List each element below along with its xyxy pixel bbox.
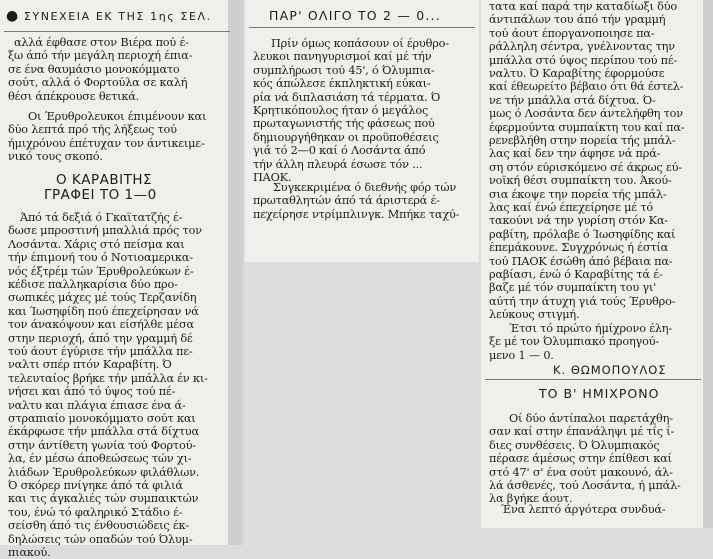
text-line: Κρητικόπουλος ήταν ό μεγάλος bbox=[253, 104, 429, 117]
text-line: τον άνακόψουν και είσήλθε μέσα bbox=[8, 318, 194, 332]
scan-shadow bbox=[703, 0, 713, 528]
text-line: λα βγήκε άουτ. bbox=[489, 492, 573, 506]
text-line: τατα καί παρά την καταδίωξι δύο bbox=[489, 0, 677, 13]
text-line: καί έθεωρείτο βέβαιο ότι θά έστελ- bbox=[489, 80, 684, 94]
text-line: διες συνθέσεις. Ό Όλυμπιακός bbox=[489, 438, 660, 452]
subheading-line-2: ΓΡΑΦΕΙ ΤΟ 1—0 bbox=[44, 187, 157, 203]
text-line: πιακού. bbox=[8, 546, 51, 559]
text-line: στραπιαίο μονοκόμματο σούτ και bbox=[8, 412, 196, 425]
text-line: λας καί δεν την άφησε νά πρά- bbox=[489, 147, 661, 161]
text-line: στην περιοχή, άπό την γραμμή δέ bbox=[8, 331, 193, 345]
text-line: τού άουτ έποργανοποιησε πα- bbox=[489, 26, 655, 40]
text-line: λεύκους στιγμή. bbox=[489, 308, 580, 322]
text-line: ναλτυ και πλάγια έπιασε ένα ά- bbox=[8, 398, 186, 412]
text-line: πέρασε άμέσως στην έπίθεσι καί bbox=[489, 452, 672, 466]
section-heading: ΤΟ Β' ΗΜΙΧΡΟΝΟ bbox=[539, 386, 660, 401]
byline-rule bbox=[485, 379, 701, 380]
text-line: Πρίν όμως κοπάσουν οί έρυθρο- bbox=[271, 37, 449, 50]
text-line: σούτ, αλλά ό Φορτούλα σε καλή bbox=[8, 76, 188, 90]
text-line: τακούνι νά την γυρίση στόν Κα- bbox=[489, 214, 668, 228]
text-line: του, ένώ τό φαληρικό Στάδιο έ- bbox=[8, 505, 183, 519]
text-line: πρωταθλητών άπό τά άριστερά έ- bbox=[253, 194, 440, 208]
subheading-line-1: Ο ΚΑΡΑΒΙΤΗΣ bbox=[56, 172, 153, 188]
text-line: ραβίτη, πρόλαβε ό Ίωσηφίδης καί bbox=[489, 227, 676, 241]
text-line: σωπικές μάχες μέ τούς Τερζανίδη bbox=[8, 291, 197, 305]
text-line: δημιουργήθηκαν οι προϋποθέσεις bbox=[253, 130, 439, 144]
text-line: μως ό Λοσάντα δεν άντελήφθη τον bbox=[489, 107, 683, 121]
continuation-header-text: ΣΥΝΕΧΕΙΑ ΕΚ ΤΗΣ 1ης ΣΕΛ. bbox=[23, 10, 212, 23]
text-line: ΠΑΟΚ. bbox=[253, 171, 292, 184]
section-header: ΠΑΡ' ΟΛΙΓΟ ΤΟ 2 — 0... bbox=[269, 8, 441, 23]
article-column-3 bbox=[481, 0, 713, 528]
text-line: Οί δύο άντίπαλοι παρετάχθη- bbox=[509, 412, 673, 425]
text-line: στό 47' σ' ένα σούτ μακουνό, άλ- bbox=[489, 465, 673, 479]
text-line: έπεμάκουνε. Συγχρόνως ή έστία bbox=[489, 241, 669, 255]
article-column-1 bbox=[0, 0, 243, 559]
text-line: ρενεβλήθη στην πορεία τής μπάλ- bbox=[489, 134, 676, 147]
text-line: σαν καί στην έπανάληψι μέ τίς ί- bbox=[489, 425, 675, 439]
text-line: ράλληλη σέντρα, γνέλνοντας την bbox=[489, 40, 675, 54]
text-line: αύτή την άτυχη γιά τούς Έρυθρο- bbox=[489, 294, 676, 308]
text-line: βαζε μέ τόν συμπαίκτη του γι' bbox=[489, 281, 657, 295]
text-line: μπάλλα στό ύψος περίπου τού πέ- bbox=[489, 53, 678, 67]
text-line: Οι Έρυθρολευκοι έπιμένουν και bbox=[28, 110, 207, 123]
text-line: λά άσθενές, τού Λοσάντα, ή μπάλ- bbox=[489, 479, 681, 492]
text-line: ξω άπό τήν μεγάλη περιοχή έπια- bbox=[8, 49, 193, 63]
text-line: ναλτι σπέρ πτόν Καραβίτη. Ό bbox=[8, 358, 172, 372]
text-line: κέδισε παλληκαρίσια δύο προ- bbox=[8, 278, 178, 291]
text-line: έφερμούντα συμπαίκτη του καί πα- bbox=[489, 120, 685, 134]
text-line: μενο 1 — 0. bbox=[489, 348, 554, 362]
bullet-icon: ● bbox=[6, 8, 20, 24]
text-line: Ένα λεπτό άργότερα συνδυά- bbox=[501, 503, 666, 516]
text-line: συμπλήρωσι τού 45', ό Όλυμπια- bbox=[253, 63, 435, 77]
text-line: Λοσάντα. Χάρις στό πείσμα και bbox=[8, 237, 185, 251]
text-line: Συγκεκριμένα ό διεθνής φόρ τών bbox=[273, 181, 457, 194]
text-line: νήσει και άπό τό ύψος τού πέ- bbox=[8, 385, 176, 399]
text-line: έκάρφωσε τήν μπάλλα στά δίχτυα bbox=[8, 425, 199, 439]
text-line: τού άουτ έγύρισε τήν μπάλλα πε- bbox=[8, 345, 193, 358]
text-line: λα, έν μέσω άποθεώσεως τών χι- bbox=[8, 452, 192, 466]
continuation-header bbox=[6, 8, 212, 24]
text-line: σείσθη άπό τις ένθουσιώδεις έκ- bbox=[8, 519, 189, 533]
text-line: λιάδων Έρυθρολεύκων φιλάθλων. bbox=[8, 465, 200, 479]
header-rule bbox=[249, 27, 475, 28]
text-line: ξε μέ τον Όλυμπιακό προηγού- bbox=[489, 335, 659, 349]
text-line: λευκοι πανηγυρισμοί καί μέ τήν bbox=[253, 50, 432, 64]
text-line: τελευταίος βρήκε τήν μπάλλα έν κι- bbox=[8, 371, 208, 385]
text-line: ση στόν εύρισκόμενο σέ άκρως εύ- bbox=[489, 160, 682, 174]
byline: Κ. ΘΩΜΟΠΟΥΛΟΣ bbox=[553, 363, 667, 377]
text-line: γιά τό 2—0 καί ό Λοσάντα άπό bbox=[253, 144, 426, 158]
text-line: και τις άγκαλιές τών συμπαικτών bbox=[8, 492, 199, 506]
text-line: δωσε μπροστινή μπαλλιά πρός τον bbox=[8, 224, 202, 238]
text-line: ρία νά διπλασιάση τά τέρματα. Ό bbox=[253, 90, 441, 104]
text-line: σια έκοψε την πορεία τής μπάλ- bbox=[489, 187, 667, 201]
text-line: στην άντίθετη γωνία τού Φορτού- bbox=[8, 438, 196, 452]
text-line: άντιπάλων του άπό τήν γραμμή bbox=[489, 13, 666, 27]
text-line: ραβίασι, ένώ ό Καραβίτης τά έ- bbox=[489, 268, 663, 281]
text-line: αλλά έφθασε στον Βιέρα πού έ- bbox=[14, 36, 189, 49]
text-line: θέσι άπέκρουσε θετικά. bbox=[8, 89, 140, 103]
text-line: και Ίωσηφίδη πού έπεχείρησαν νά bbox=[8, 304, 199, 318]
text-line: νός έξτρέμ τών Έρυθρολεύκων έ- bbox=[8, 264, 194, 278]
text-line: Άπό τά δεξιά ό Γκαϊτατζής έ- bbox=[20, 211, 183, 224]
text-line: λας καί ένώ έπεχείρησε μέ τό bbox=[489, 201, 653, 214]
text-line: τήν άλλη πλευρά έσωσε τόν ... bbox=[253, 157, 423, 171]
text-line: δύο λεπτά πρό τής λήξεως τού bbox=[8, 123, 177, 137]
text-line: νικό τους σκοπό. bbox=[8, 150, 103, 164]
header-rule bbox=[4, 31, 230, 32]
text-line: ναλτυ. Ό Καραβίτης έφορμούσε bbox=[489, 67, 665, 80]
text-line: δηλώσεις τών οπαδών τού Όλυμ- bbox=[8, 532, 193, 546]
text-line: κός άπώλεσε έκπληκτική εύκαι- bbox=[253, 77, 431, 91]
text-line: ήμιχρόνου έπέτυχαν τον άντικειμε- bbox=[8, 136, 205, 150]
text-line: Έτσι τό πρώτο ήμίχρονο έλη- bbox=[509, 322, 672, 335]
text-line: τήν έπιμονή του ό Νοτιοαμερικα- bbox=[8, 251, 193, 265]
scan-shadow bbox=[228, 0, 243, 545]
text-line: Ό σκόρερ πνίγηκε άπό τά φιλιά bbox=[8, 479, 183, 492]
text-line: νοϊκή θέσι συμπαίκτη του. Άκού- bbox=[489, 174, 672, 188]
article-column-2 bbox=[245, 0, 479, 262]
text-line: πρωταγωνιστής τής φάσεως πού bbox=[253, 117, 435, 131]
text-line: νε τήν μπάλλα στά δίχτυα. Ό- bbox=[489, 93, 656, 107]
text-line: σε ένα θαυμάσιο μονοκόμματο bbox=[8, 62, 180, 76]
text-line: τού ΠΑΟΚ έσώθη άπό βέβαια πα- bbox=[489, 254, 673, 268]
text-line: πεχείρησε ντρίμπλινγκ. Μπήκε ταχύ- bbox=[253, 207, 460, 221]
